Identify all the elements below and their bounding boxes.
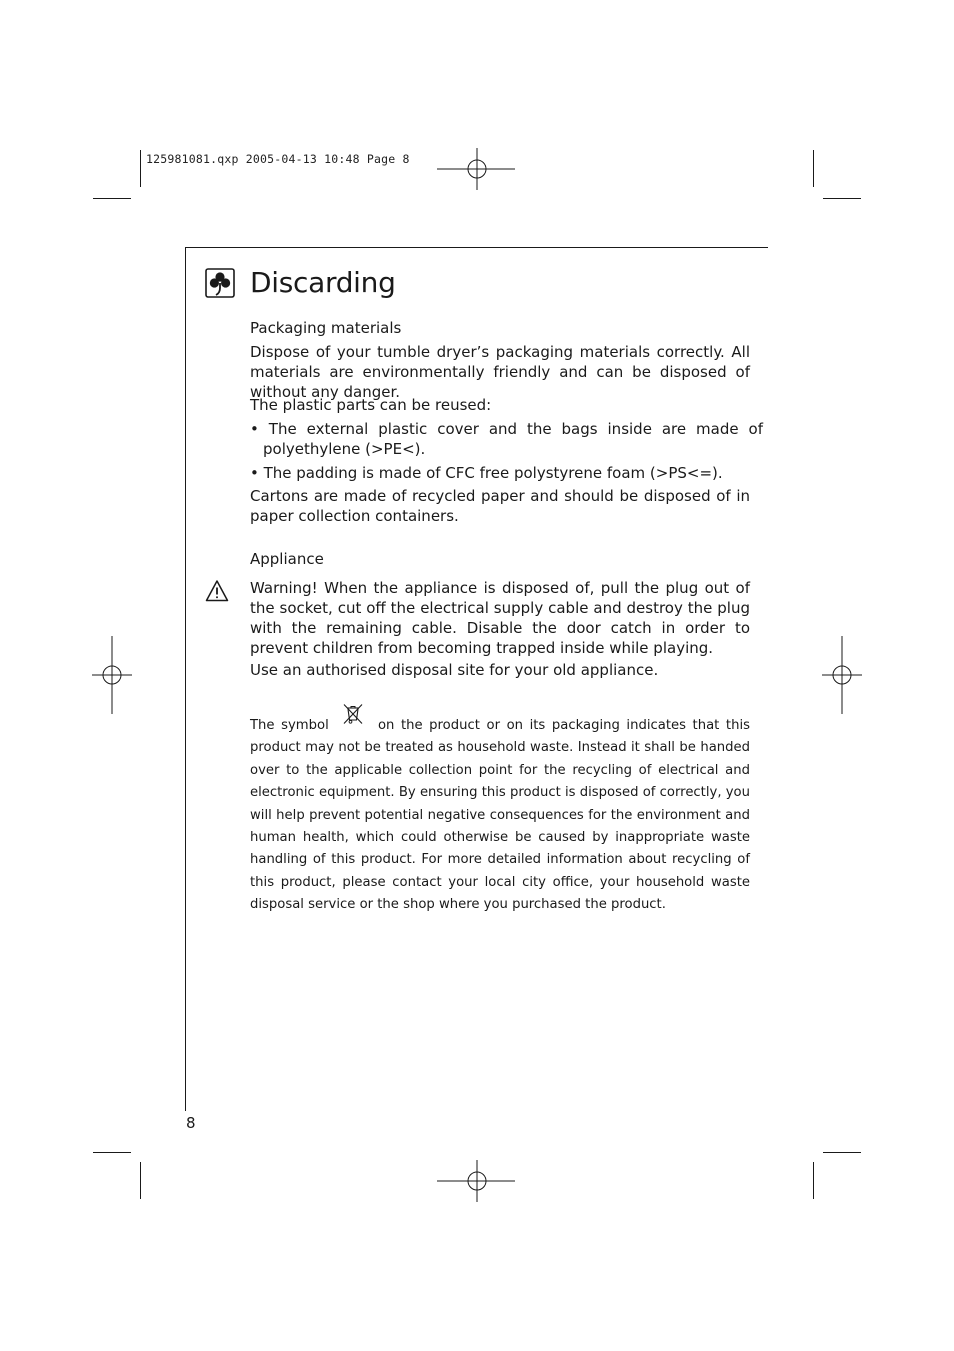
crop-mark [140,1162,141,1199]
list-item: • The external plastic cover and the bags inside are made of polyethylene (>PE<). [250,420,763,458]
list-item: • The padding is made of CFC free polystyrene foam (>PS<=). [250,464,723,482]
registration-mark-icon [437,148,517,190]
crop-mark [823,198,861,199]
registration-mark-icon [822,636,862,714]
crop-mark [140,150,141,187]
clover-leaf-icon [205,268,235,298]
warning-text: Warning! When the appliance is disposed of, pull the plug out of the socket, cut off the electrical supply cable and destroy the plug with the remaining cable. Disable the door catch in order to prevent children from becoming trapped inside while playing. [250,579,750,657]
crop-mark [813,150,814,187]
page-title: Discarding [250,266,396,299]
appliance-heading: Appliance [250,550,324,568]
weee-text: on the product or on its packaging indicates that this product may not be treated as household waste. Instead it shall be handed over to the applicable collection point for the recycling of electrical and electronic equipment. By ensuring this product is disposed of correctly, you will help prevent potential negative consequences for the environment and human health, which could otherwise be caused by inappropriate waste handling of this product. For more detailed information about recycling of this product, please contact your local city office, your household waste disposal service or the shop where you purchased the product. [250,718,750,913]
crop-mark [93,198,131,199]
print-slug: 125981081.qxp 2005-04-13 10:48 Page 8 [146,152,410,166]
cartons-text: Cartons are made of recycled paper and should be disposed of in paper collection containers. [250,487,750,525]
registration-mark-icon [92,636,132,714]
registration-mark-icon [437,1160,517,1202]
crop-mark [823,1152,861,1153]
page-frame-left-rule [185,247,186,1111]
disposal-site-text: Use an authorised disposal site for your old appliance. [250,661,659,679]
page-frame-top-rule [185,247,768,248]
page-number: 8 [186,1114,196,1132]
packaging-heading: Packaging materials [250,319,402,337]
packaging-intro: Dispose of your tumble dryer’s packaging materials correctly. All materials are environmentally friendly and can be disposed of without any danger. [250,343,750,401]
weee-prefix: The symbol [250,718,329,733]
crop-mark [813,1162,814,1199]
crop-mark [93,1152,131,1153]
plastic-parts-intro: The plastic parts can be reused: [250,396,492,414]
weee-notice [250,703,750,917]
warning-triangle-icon [205,579,229,603]
crossed-out-wheelie-bin-icon [341,703,365,725]
